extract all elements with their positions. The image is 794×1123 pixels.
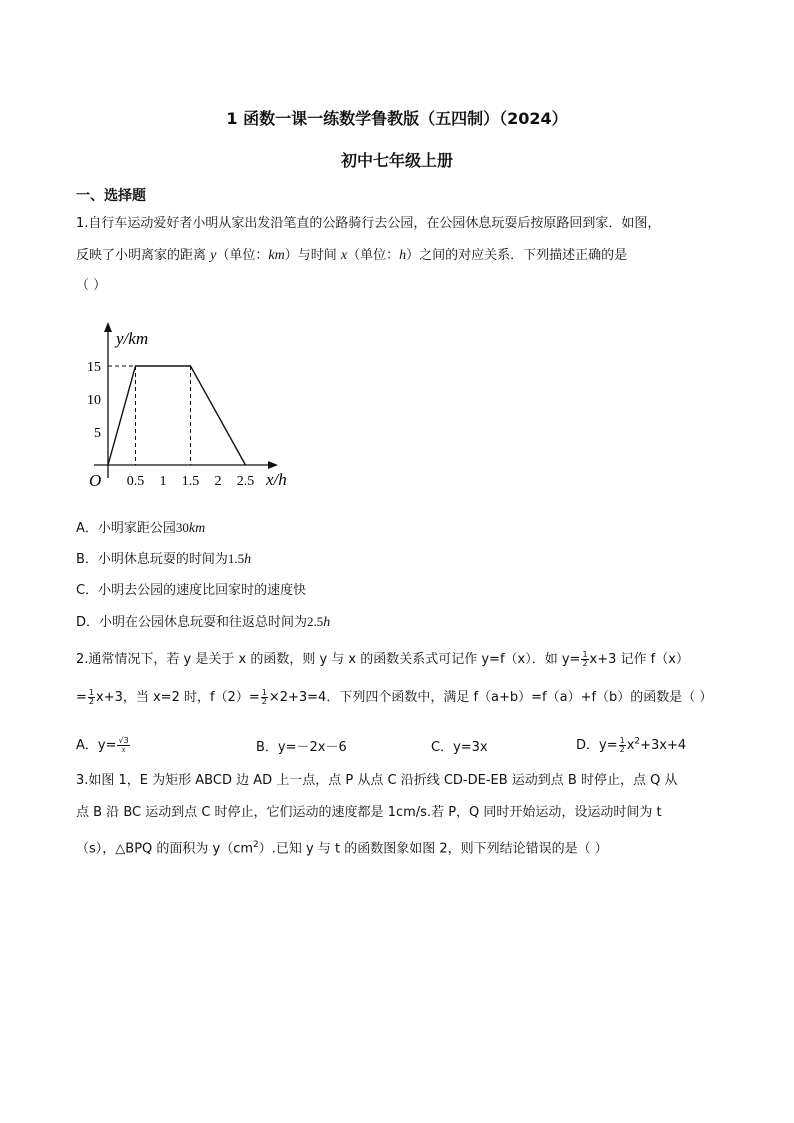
distance-series-line	[108, 366, 246, 465]
q1-option-c[interactable]: C．小明去公园的速度比回家时的速度快	[76, 583, 307, 598]
y-tick-label: 10	[87, 393, 101, 408]
fraction-one-half: $\frac{1}{2}$	[88, 688, 94, 706]
x-tick-label: 1.5	[181, 474, 200, 489]
x-tick-label: 2	[214, 474, 222, 489]
q2-option-b[interactable]: B．y=－2x－6	[256, 740, 347, 755]
origin-label: O	[89, 471, 102, 490]
q1-line1: 1.自行车运动爱好者小明从家出发沿笔直的公路骑行去公园，在公园休息玩耍后按原路回到家．如图，	[76, 216, 661, 231]
fraction-one-half: $\frac{1}{2}$	[582, 650, 588, 668]
q2-option-c[interactable]: C．y=3x	[431, 740, 488, 755]
q1-option-b[interactable]: B．小明休息玩耍的时间为1.5h	[76, 551, 252, 567]
fraction-sqrt3-over-x: $\frac{√3}{x}$	[118, 736, 129, 754]
q1-option-a[interactable]: A．小明家距公园30km	[76, 520, 206, 536]
q1-line2: 反映了小明离家的距离 y（单位：km）与时间 x（单位：h）之间的对应关系．下列描述正确的是	[76, 248, 628, 263]
y-axis-label: y/km	[116, 329, 149, 348]
x-axis-arrow	[268, 461, 278, 469]
q3-line1: 3.如图 1，E 为矩形 ABCD 边 AD 上一点，点 P 从点 C 沿折线 CD-DE-EB 运动到点 B 时停止，点 Q 从	[76, 773, 678, 788]
section-heading: 一、选择题	[76, 188, 146, 204]
distance-time-graph	[76, 316, 306, 496]
y-tick-label: 5	[94, 426, 101, 441]
q2-line2: = $\frac{1}{2}$ x+3，当 x=2 时，f（2）= $\frac{1}{2}$ ×2+3=4．下列四个函数中，满足 f（a+b）=f（a）+f（b）的函数是（ ）	[76, 688, 713, 706]
x-tick-label: 1	[159, 474, 167, 489]
q2-line1: 2.通常情况下，若 y 是关于 x 的函数，则 y 与 x 的函数关系式可记作 y=f（x）．如 y= $\frac{1}{2}$ x+3 记作 f（x）	[76, 650, 689, 668]
q2-option-a[interactable]: A．y= $\frac{√3}{x}$	[76, 736, 129, 754]
q1-option-d[interactable]: D．小明在公园休息玩耍和往返总时间为2.5h	[76, 614, 331, 630]
fraction-one-half: $\frac{1}{2}$	[261, 688, 267, 706]
x-tick-label: 2.5	[236, 474, 255, 489]
x-axis-label: x/h	[266, 470, 287, 489]
document-subtitle: 初中七年级上册	[340, 151, 453, 170]
q3-line2: 点 B 沿 BC 运动到点 C 时停止，它们运动的速度都是 1cm/s.若 P，Q 同时开始运动，设运动时间为 t	[76, 805, 662, 820]
x-tick-label: 0.5	[126, 474, 145, 489]
y-axis-arrow	[104, 322, 112, 332]
y-tick-label: 15	[87, 360, 101, 375]
q3-line3: （s），△BPQ 的面积为 $y(cm^2)$.已知 y 与 t 的函数图象如图 2，则下列结论错误的是（ ）	[76, 840, 608, 857]
q1-line3: （ ）	[76, 278, 107, 293]
document-title: 1 函数一课一练数学鲁教版（五四制）（2024）	[226, 109, 568, 128]
fraction-one-half: $\frac{1}{2}$	[619, 736, 625, 754]
q2-option-d[interactable]: D．y= $\frac{1}{2}$ $x^2+3x+4$	[576, 736, 687, 754]
